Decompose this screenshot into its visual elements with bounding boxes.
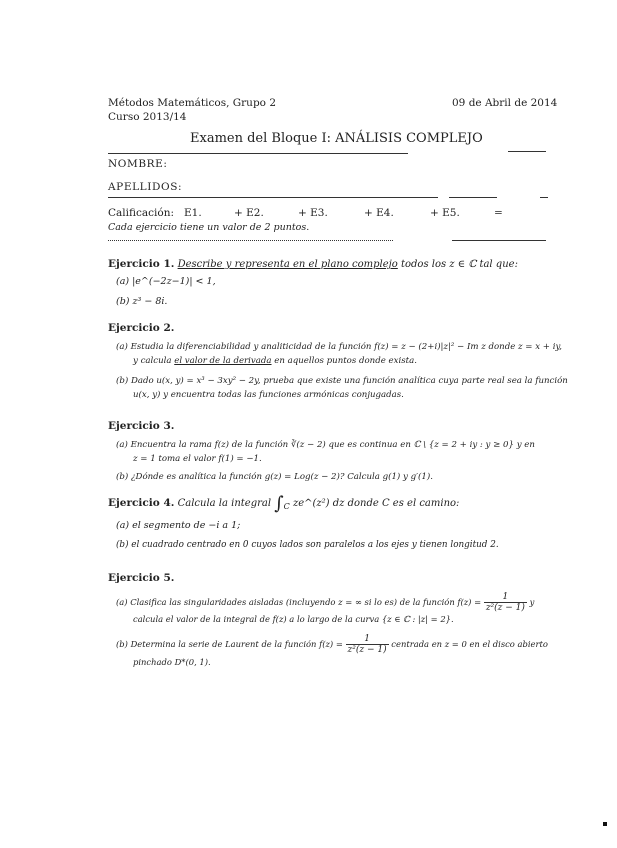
exercise-5a-line1-post: y (529, 597, 535, 607)
grade-e4: + E4. (364, 207, 394, 219)
exercise-4a (116, 520, 240, 531)
exam-title: Examen del Bloque I: ANÁLISIS COMPLEJO (190, 131, 483, 146)
fraction-denominator: z²(z − 1) (347, 645, 387, 655)
course-name: Métodos Matemáticos, Grupo 2 (108, 97, 277, 109)
exam-date: 09 de Abril de 2014 (452, 97, 558, 109)
exercise-4a-label: (a) (116, 520, 130, 531)
exercise-5b-label: (b) (116, 639, 128, 649)
exercise-2a (116, 342, 562, 352)
scan-mark (603, 822, 607, 826)
fraction-numerator: 1 (484, 592, 527, 603)
separator-line (108, 197, 438, 198)
exercise-1-prompt (108, 258, 518, 270)
exercise-4-prompt (108, 493, 459, 514)
exercise-4b-text: el cuadrado centrado en 0 cuyos lados son paralelos a los ejes y tienen longitud 2. (131, 540, 499, 550)
exercise-1b-label: (b) (116, 296, 130, 307)
integral-subscript: C (283, 502, 290, 511)
exercise-5a-line2: calcula el valor de la integral de f(z) a lo largo de la curva {z ∈ ℂ : |z| = 2}. (133, 614, 454, 624)
grade-e1: E1. (184, 207, 202, 219)
separator-line (108, 240, 393, 241)
exercise-2b-line1: Dado u(x, y) = x³ − 3xy² − 2y, prueba que existe una función analítica cuya parte real sea la función (130, 376, 568, 386)
exercise-5b (116, 634, 548, 655)
exercise-1a-label: (a) (116, 276, 130, 287)
exercise-2a-label: (a) (116, 342, 128, 352)
fraction-numerator: 1 (346, 634, 389, 645)
exercise-5b-line1-post: centrada en z = 0 en el disco abierto (391, 639, 548, 649)
exercise-5a (116, 592, 534, 613)
course-year: Curso 2013/14 (108, 111, 187, 123)
grading-label: Calificación: (108, 207, 175, 219)
grade-e5: + E5. (430, 207, 460, 219)
exercise-4a-text: el segmento de −i a 1; (132, 520, 241, 531)
separator-line (540, 197, 548, 198)
exercise-4-pre: Calcula la integral (177, 498, 272, 509)
grading-note: Cada ejercicio tiene un valor de 2 puntos. (108, 222, 310, 233)
exercise-5b-line2: pinchado D*(0, 1). (133, 657, 211, 667)
exercise-1a (116, 276, 216, 287)
exercise-4b-label: (b) (116, 540, 129, 550)
exercise-5-title: Ejercicio 5. (108, 572, 175, 584)
exercise-3b-label: (b) (116, 472, 129, 482)
exercise-2b-line2: u(x, y) y encuentra todas las funciones armónicas conjugadas. (133, 390, 404, 400)
separator-line (108, 153, 408, 154)
exercise-2b (116, 376, 568, 386)
exercise-2a-line2-pre: y calcula (133, 356, 172, 366)
separator-line (508, 151, 546, 152)
integral-sign: ∫ (274, 493, 284, 514)
fraction-denominator: z²(z − 1) (485, 603, 525, 613)
exercise-5a-fraction (484, 592, 527, 613)
grade-equals: = (494, 207, 503, 219)
exercise-1-prompt-underlined: Describe y representa en el plano complejo (177, 259, 398, 270)
exercise-3a-label: (a) (116, 440, 128, 450)
exercise-2a-line2-post: en aquellos puntos donde exista. (274, 356, 417, 366)
exercise-2a-line1: Estudia la diferenciabilidad y analiticidad de la función f(z) = z − (2+i)|z|² − Im z donde z = x + iy, (130, 342, 562, 352)
exercise-2a-line2-underlined: el valor de la derivada (174, 356, 272, 366)
exercise-3b-text: ¿Dónde es analítica la función g(z) = Log(z − 2)? Calcula g(1) y g′(1). (130, 472, 433, 482)
exercise-4b (116, 540, 499, 550)
exercise-4-integrand: ze^(z²) dz donde C es el camino: (292, 498, 460, 509)
exercise-5b-line1-pre: Determina la serie de Laurent de la función f(z) = (130, 639, 343, 649)
exercise-5b-fraction (346, 634, 389, 655)
exercise-5a-line1-pre: Clasifica las singularidades aisladas (incluyendo z = ∞ si lo es) de la función f(z) = (130, 597, 482, 607)
exercise-2-title: Ejercicio 2. (108, 322, 175, 334)
apellidos-label: APELLIDOS: (108, 181, 183, 193)
exercise-3a-line1: Encuentra la rama f(z) de la función ∛(z − 2) que es continua en ℂ \ {z = 2 + iy : y ≥ 0} y en (130, 440, 535, 450)
exercise-5a-label: (a) (116, 597, 128, 607)
grade-e3: + E3. (298, 207, 328, 219)
exercise-3a (116, 440, 535, 450)
exercise-4-title: Ejercicio 4. (108, 497, 175, 509)
exercise-1b (116, 296, 167, 307)
exercise-1-prompt-rest: todos los z ∈ ℂ tal que: (400, 259, 518, 270)
exercise-1a-text: |e^(−2z−1)| < 1, (132, 276, 216, 287)
separator-line (449, 197, 497, 198)
grade-e2: + E2. (234, 207, 264, 219)
exercise-3a-line2: z = 1 toma el valor f(1) = −1. (133, 454, 262, 464)
exercise-1-title: Ejercicio 1. (108, 258, 175, 270)
separator-line (452, 240, 546, 241)
exercise-2a-line2 (133, 356, 417, 366)
nombre-label: NOMBRE: (108, 158, 168, 170)
exercise-3-title: Ejercicio 3. (108, 420, 175, 432)
exercise-3b (116, 472, 433, 482)
exercise-2b-label: (b) (116, 376, 129, 386)
exercise-1b-text: z³ − 8i. (132, 296, 168, 307)
